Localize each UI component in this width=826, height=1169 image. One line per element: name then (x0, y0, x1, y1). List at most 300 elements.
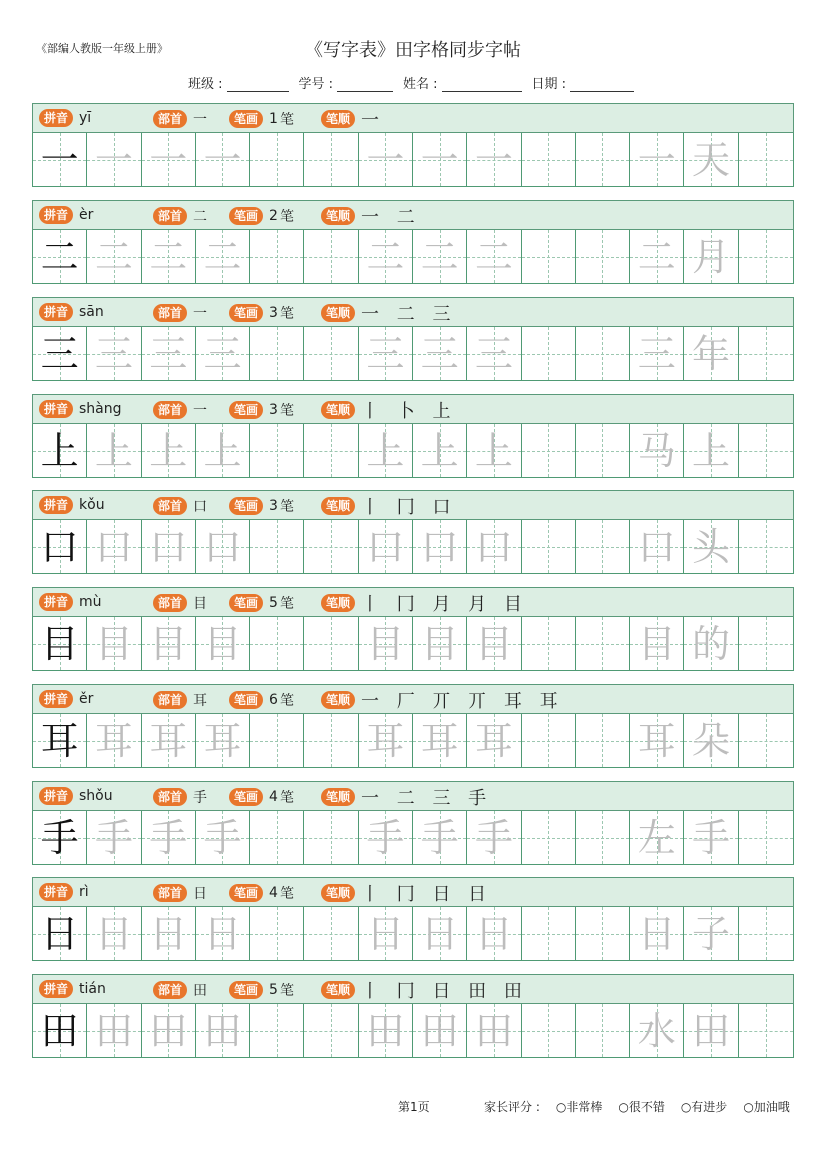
model-character-cell (33, 714, 87, 767)
trace-character: 上 (149, 428, 188, 473)
character-block (32, 103, 794, 187)
trace-cell (196, 811, 250, 864)
practice-cell[interactable] (522, 617, 576, 670)
trace-character: 三 (149, 331, 188, 376)
trace-cell (87, 811, 141, 864)
practice-cell[interactable] (250, 520, 304, 573)
stroke-unit: 笔 (279, 596, 294, 612)
trace-character: 三 (94, 331, 133, 376)
stroke-unit: 笔 (279, 306, 294, 322)
tianzige-grid (32, 617, 794, 671)
trace-character: 三 (366, 331, 405, 376)
edition-label: 《部编人教版一年级上册》 (36, 42, 168, 55)
trace-character: 手 (420, 815, 459, 860)
trace-character: 一 (474, 137, 513, 182)
count-value: 5 (269, 595, 278, 611)
model-character: 目 (40, 621, 79, 666)
practice-cell[interactable] (522, 714, 576, 767)
order-badge: 笔顺 (321, 401, 355, 419)
practice-cell[interactable] (304, 133, 358, 186)
order-field (321, 687, 564, 713)
trace-character: 二 (203, 234, 242, 279)
order-badge: 笔顺 (321, 788, 355, 806)
model-character: 日 (40, 911, 79, 956)
pinyin-value: kǒu (79, 497, 105, 513)
trace-cell (142, 907, 196, 960)
practice-cell[interactable] (522, 424, 576, 477)
order-field (321, 590, 528, 616)
trace-character: 耳 (637, 718, 676, 763)
practice-cell[interactable] (304, 714, 358, 767)
count-field (229, 109, 294, 129)
student-info (188, 73, 634, 92)
trace-cell (684, 230, 738, 283)
order-field (321, 880, 492, 906)
order-field (321, 106, 385, 132)
practice-cell[interactable] (739, 327, 793, 380)
tianzige-grid (32, 133, 794, 187)
trace-cell (359, 1004, 413, 1057)
trace-character: 三 (203, 331, 242, 376)
practice-cell[interactable] (522, 520, 576, 573)
order-badge: 笔顺 (321, 981, 355, 999)
trace-cell (196, 520, 250, 573)
trace-cell (142, 714, 196, 767)
model-character-cell (33, 520, 87, 573)
practice-cell[interactable] (250, 1004, 304, 1057)
trace-character: 子 (692, 911, 731, 956)
trace-cell (87, 520, 141, 573)
radical-value: 一 (193, 306, 208, 322)
trace-cell (630, 811, 684, 864)
score-label: 家长评分 : (484, 1100, 540, 1114)
count-field (229, 303, 294, 323)
practice-cell[interactable] (250, 230, 304, 283)
practice-cell[interactable] (576, 424, 630, 477)
stroke-unit: 笔 (279, 209, 294, 225)
practice-cell[interactable] (739, 133, 793, 186)
trace-character: 田 (203, 1008, 242, 1053)
radical-field (153, 690, 207, 710)
trace-cell (630, 1004, 684, 1057)
trace-cell (684, 617, 738, 670)
practice-cell[interactable] (522, 230, 576, 283)
character-info-bar (32, 490, 794, 520)
trace-cell (142, 230, 196, 283)
trace-cell (630, 520, 684, 573)
trace-character: 目 (637, 621, 676, 666)
pinyin-field (39, 883, 89, 901)
pinyin-field (39, 303, 104, 321)
trace-character: 上 (420, 428, 459, 473)
pinyin-value: tián (79, 981, 106, 997)
order-value: 丨 冂 口 (361, 497, 457, 518)
model-character: 一 (40, 137, 79, 182)
trace-cell (87, 907, 141, 960)
order-value: 丨 冂 日 田 田 (361, 981, 528, 1002)
pinyin-badge: 拼音 (39, 690, 73, 708)
pinyin-badge: 拼音 (39, 303, 73, 321)
trace-character: 手 (474, 815, 513, 860)
pinyin-badge: 拼音 (39, 980, 73, 998)
model-character: 二 (40, 234, 79, 279)
info-blank[interactable] (570, 78, 634, 92)
count-field (229, 883, 294, 903)
trace-cell (413, 424, 467, 477)
radical-field (153, 206, 207, 226)
tianzige-grid (32, 1004, 794, 1058)
character-info-bar (32, 587, 794, 617)
trace-cell (413, 230, 467, 283)
score-option[interactable]: ○有进步 (680, 1100, 728, 1114)
trace-character: 手 (149, 815, 188, 860)
practice-cell[interactable] (739, 811, 793, 864)
model-character: 上 (40, 428, 79, 473)
trace-cell (87, 424, 141, 477)
trace-character: 目 (366, 621, 405, 666)
radical-value: 手 (193, 790, 208, 806)
trace-cell (467, 714, 521, 767)
count-field (229, 206, 294, 226)
tianzige-grid (32, 907, 794, 961)
practice-cell[interactable] (576, 1004, 630, 1057)
model-character: 田 (40, 1008, 79, 1053)
trace-cell (467, 424, 521, 477)
practice-cell[interactable] (250, 811, 304, 864)
trace-character: 耳 (474, 718, 513, 763)
radical-badge: 部首 (153, 110, 187, 128)
trace-cell (684, 714, 738, 767)
trace-cell (142, 811, 196, 864)
trace-cell (630, 714, 684, 767)
practice-cell[interactable] (576, 617, 630, 670)
trace-character: 三 (637, 331, 676, 376)
score-option[interactable]: ○很不错 (618, 1100, 665, 1114)
trace-cell (467, 907, 521, 960)
practice-cell[interactable] (522, 327, 576, 380)
trace-cell (630, 907, 684, 960)
count-value: 3 (269, 498, 278, 514)
order-field (321, 397, 456, 423)
trace-cell (684, 133, 738, 186)
trace-character: 水 (637, 1008, 676, 1053)
trace-cell (359, 520, 413, 573)
trace-cell (467, 230, 521, 283)
order-field (321, 493, 456, 519)
stroke-unit: 笔 (279, 499, 294, 515)
practice-cell[interactable] (304, 327, 358, 380)
practice-cell[interactable] (250, 424, 304, 477)
count-badge: 笔画 (229, 594, 263, 612)
trace-cell (684, 424, 738, 477)
trace-cell (87, 714, 141, 767)
trace-cell (413, 907, 467, 960)
order-value: 一 厂 丌 丌 耳 耳 (361, 691, 564, 712)
practice-cell[interactable] (576, 811, 630, 864)
model-character-cell (33, 133, 87, 186)
trace-cell (630, 133, 684, 186)
stroke-unit: 笔 (279, 886, 294, 902)
practice-cell[interactable] (576, 714, 630, 767)
count-badge: 笔画 (229, 691, 263, 709)
order-badge: 笔顺 (321, 691, 355, 709)
info-field[interactable] (188, 73, 289, 92)
stroke-unit: 笔 (279, 693, 294, 709)
character-info-bar (32, 877, 794, 907)
radical-badge: 部首 (153, 788, 187, 806)
practice-cell[interactable] (250, 617, 304, 670)
pinyin-value: rì (79, 884, 89, 900)
practice-cell[interactable] (250, 714, 304, 767)
trace-cell (413, 520, 467, 573)
order-value: 丨 冂 月 月 目 (361, 594, 528, 615)
model-character-cell (33, 424, 87, 477)
trace-character: 二 (366, 234, 405, 279)
character-block (32, 587, 794, 671)
trace-character: 口 (420, 524, 459, 569)
trace-character: 口 (366, 524, 405, 569)
trace-character: 日 (474, 911, 513, 956)
trace-cell (87, 327, 141, 380)
info-field[interactable] (299, 73, 394, 92)
trace-character: 口 (474, 524, 513, 569)
character-info-bar (32, 103, 794, 133)
trace-cell (142, 424, 196, 477)
trace-character: 日 (637, 911, 676, 956)
practice-cell[interactable] (522, 811, 576, 864)
info-blank[interactable] (337, 78, 393, 92)
radical-value: 目 (193, 596, 208, 612)
tianzige-grid (32, 714, 794, 768)
order-badge: 笔顺 (321, 304, 355, 322)
practice-cell[interactable] (250, 327, 304, 380)
info-label: 学号 : (298, 77, 334, 92)
practice-cell[interactable] (304, 230, 358, 283)
radical-value: 二 (193, 209, 208, 225)
practice-cell[interactable] (250, 907, 304, 960)
character-block (32, 877, 794, 961)
character-block (32, 781, 794, 865)
trace-cell (196, 617, 250, 670)
practice-cell[interactable] (739, 714, 793, 767)
pinyin-badge: 拼音 (39, 496, 73, 514)
character-info-bar (32, 394, 794, 424)
pinyin-field (39, 400, 122, 418)
order-value: 一 二 三 手 (361, 788, 493, 809)
trace-character: 日 (420, 911, 459, 956)
practice-cell[interactable] (304, 907, 358, 960)
trace-character: 年 (692, 331, 731, 376)
info-label: 姓名 : (403, 77, 438, 92)
model-character-cell (33, 230, 87, 283)
trace-cell (196, 714, 250, 767)
trace-cell (196, 327, 250, 380)
practice-cell[interactable] (739, 424, 793, 477)
pinyin-field (39, 690, 93, 708)
radical-field (153, 593, 207, 613)
tianzige-grid (32, 811, 794, 865)
pinyin-badge: 拼音 (39, 787, 73, 805)
trace-cell (413, 327, 467, 380)
trace-cell (467, 133, 521, 186)
practice-cell[interactable] (522, 907, 576, 960)
radical-field (153, 303, 207, 323)
pinyin-value: mù (79, 594, 102, 610)
trace-cell (359, 617, 413, 670)
page-title: 《写字表》田字格同步字帖 (305, 40, 521, 61)
radical-value: 一 (193, 112, 208, 128)
trace-character: 口 (203, 524, 242, 569)
practice-cell[interactable] (739, 230, 793, 283)
trace-cell (413, 811, 467, 864)
trace-character: 一 (149, 137, 188, 182)
trace-cell (359, 811, 413, 864)
trace-cell (630, 327, 684, 380)
info-blank[interactable] (442, 78, 522, 92)
trace-character: 田 (366, 1008, 405, 1053)
trace-character: 手 (366, 815, 405, 860)
pinyin-badge: 拼音 (39, 883, 73, 901)
model-character-cell (33, 907, 87, 960)
trace-character: 日 (149, 911, 188, 956)
pinyin-badge: 拼音 (39, 400, 73, 418)
practice-cell[interactable] (739, 907, 793, 960)
info-field[interactable] (403, 73, 522, 92)
pinyin-field (39, 206, 93, 224)
practice-cell[interactable] (576, 230, 630, 283)
count-badge: 笔画 (229, 884, 263, 902)
model-character-cell (33, 811, 87, 864)
model-character: 耳 (40, 718, 79, 763)
radical-value: 日 (193, 886, 208, 902)
trace-character: 口 (637, 524, 676, 569)
character-info-bar (32, 200, 794, 230)
trace-cell (359, 424, 413, 477)
parent-score (484, 1098, 790, 1115)
trace-character: 手 (203, 815, 242, 860)
radical-field (153, 883, 207, 903)
count-field (229, 787, 294, 807)
trace-cell (684, 907, 738, 960)
trace-character: 朵 (692, 718, 731, 763)
trace-character: 耳 (366, 718, 405, 763)
radical-value: 口 (193, 499, 208, 515)
count-badge: 笔画 (229, 788, 263, 806)
character-info-bar (32, 297, 794, 327)
trace-character: 田 (149, 1008, 188, 1053)
practice-cell[interactable] (576, 907, 630, 960)
order-field (321, 977, 528, 1003)
count-value: 1 (269, 111, 278, 127)
trace-cell (630, 617, 684, 670)
practice-cell[interactable] (576, 133, 630, 186)
radical-badge: 部首 (153, 401, 187, 419)
order-field (321, 300, 456, 326)
trace-character: 头 (692, 524, 731, 569)
count-value: 2 (269, 208, 278, 224)
tianzige-grid (32, 520, 794, 574)
practice-cell[interactable] (304, 1004, 358, 1057)
trace-character: 二 (637, 234, 676, 279)
trace-character: 三 (420, 331, 459, 376)
practice-cell[interactable] (304, 617, 358, 670)
trace-character: 月 (692, 234, 731, 279)
practice-cell[interactable] (250, 133, 304, 186)
character-block (32, 490, 794, 574)
count-value: 6 (269, 692, 278, 708)
pinyin-badge: 拼音 (39, 206, 73, 224)
info-label: 班级 : (188, 77, 223, 92)
character-info-bar (32, 781, 794, 811)
trace-cell (684, 1004, 738, 1057)
trace-cell (630, 424, 684, 477)
trace-cell (87, 230, 141, 283)
character-block (32, 200, 794, 284)
trace-cell (196, 230, 250, 283)
trace-cell (630, 230, 684, 283)
practice-cell[interactable] (522, 133, 576, 186)
character-block (32, 297, 794, 381)
count-badge: 笔画 (229, 110, 263, 128)
info-field[interactable] (532, 73, 635, 92)
trace-character: 耳 (94, 718, 133, 763)
trace-character: 耳 (420, 718, 459, 763)
radical-badge: 部首 (153, 884, 187, 902)
count-badge: 笔画 (229, 401, 263, 419)
trace-cell (87, 133, 141, 186)
model-character-cell (33, 1004, 87, 1057)
character-block (32, 684, 794, 768)
pinyin-value: shǒu (79, 788, 113, 804)
count-value: 3 (269, 402, 278, 418)
trace-character: 日 (366, 911, 405, 956)
info-blank[interactable] (227, 78, 289, 92)
count-field (229, 690, 294, 710)
trace-character: 一 (94, 137, 133, 182)
practice-cell[interactable] (739, 1004, 793, 1057)
trace-cell (467, 1004, 521, 1057)
stroke-unit: 笔 (279, 790, 294, 806)
trace-cell (142, 1004, 196, 1057)
trace-character: 目 (420, 621, 459, 666)
practice-cell[interactable] (304, 424, 358, 477)
practice-cell[interactable] (304, 520, 358, 573)
character-block (32, 974, 794, 1058)
pinyin-field (39, 593, 102, 611)
score-option[interactable]: ○非常棒 (555, 1100, 603, 1114)
practice-cell[interactable] (304, 811, 358, 864)
character-info-bar (32, 684, 794, 714)
trace-character: 三 (474, 331, 513, 376)
practice-cell[interactable] (739, 520, 793, 573)
trace-cell (142, 327, 196, 380)
radical-value: 田 (193, 983, 208, 999)
trace-character: 上 (366, 428, 405, 473)
practice-cell[interactable] (739, 617, 793, 670)
practice-cell[interactable] (522, 1004, 576, 1057)
trace-cell (359, 133, 413, 186)
order-badge: 笔顺 (321, 884, 355, 902)
practice-cell[interactable] (576, 327, 630, 380)
radical-field (153, 496, 207, 516)
trace-character: 口 (149, 524, 188, 569)
practice-cell[interactable] (576, 520, 630, 573)
trace-character: 二 (420, 234, 459, 279)
trace-cell (359, 230, 413, 283)
pinyin-value: sān (79, 304, 104, 320)
radical-field (153, 787, 207, 807)
score-option[interactable]: ○加油哦 (743, 1100, 790, 1114)
